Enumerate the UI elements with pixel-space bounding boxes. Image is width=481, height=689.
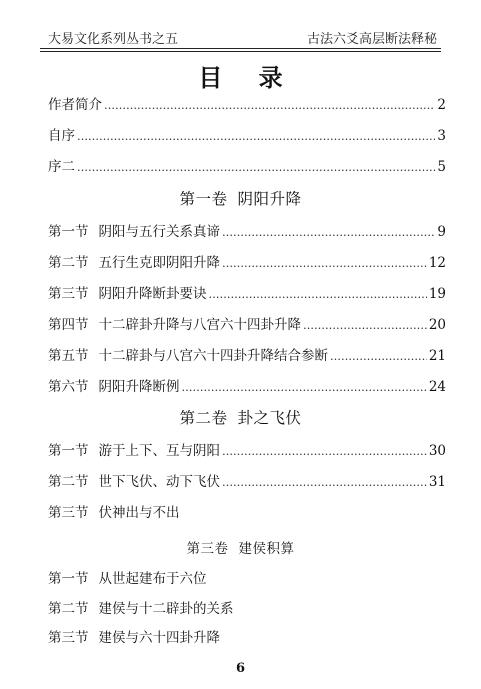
toc-entry[interactable] bbox=[48, 284, 446, 304]
section-number: 第四节 bbox=[48, 317, 89, 333]
section-number: 第一节 bbox=[48, 224, 89, 240]
entry-name: 建侯与六十四卦升降 bbox=[98, 630, 220, 646]
section-number: 第三节 bbox=[48, 630, 89, 646]
dot-leader bbox=[303, 316, 427, 336]
toc-entry-preface[interactable] bbox=[48, 126, 446, 146]
entry-name: 自序 bbox=[48, 128, 75, 144]
toc-entry[interactable] bbox=[48, 253, 446, 273]
section-number: 第三节 bbox=[48, 286, 89, 302]
entry-name: 阴阳与五行关系真谛 bbox=[98, 224, 220, 240]
toc-entry[interactable] bbox=[48, 377, 446, 397]
dot-leader bbox=[330, 347, 427, 367]
entry-name: 作者简介 bbox=[48, 97, 102, 113]
entry-page: 20 bbox=[428, 317, 446, 333]
dot-leader bbox=[222, 473, 427, 493]
volume-heading-1[interactable] bbox=[0, 187, 481, 209]
volume-heading-2[interactable] bbox=[0, 406, 481, 428]
toc-entry[interactable] bbox=[48, 441, 446, 461]
entry-page: 9 bbox=[437, 224, 446, 240]
volume-name: 阴阳升降 bbox=[237, 190, 302, 208]
volume-name: 建侯积算 bbox=[238, 541, 295, 557]
entry-page: 19 bbox=[428, 286, 446, 302]
dot-leader bbox=[182, 378, 427, 398]
dot-leader bbox=[104, 96, 435, 116]
section-number: 第二节 bbox=[48, 474, 89, 490]
entry-name: 从世起建布于六位 bbox=[98, 571, 207, 587]
entry-name: 阴阳升降断卦要诀 bbox=[98, 286, 207, 302]
entry-page: 31 bbox=[428, 474, 446, 490]
section-number: 第一节 bbox=[48, 443, 89, 459]
dot-leader bbox=[222, 442, 427, 462]
entry-page: 21 bbox=[428, 348, 446, 364]
entry-page: 12 bbox=[428, 255, 446, 271]
entry-page: 5 bbox=[437, 159, 446, 175]
header-rule bbox=[40, 48, 441, 49]
entry-name: 阴阳升降断例 bbox=[98, 379, 180, 395]
entry-page: 30 bbox=[428, 443, 446, 459]
dot-leader bbox=[77, 158, 435, 178]
toc-entry-preface-two[interactable] bbox=[48, 157, 446, 177]
section-number: 第六节 bbox=[48, 379, 89, 395]
entry-name: 建侯与十二辟卦的关系 bbox=[98, 601, 234, 617]
entry-page: 24 bbox=[428, 379, 446, 395]
entry-name: 伏神出与不出 bbox=[98, 505, 180, 521]
entry-name: 序二 bbox=[48, 159, 75, 175]
section-number: 第三节 bbox=[48, 505, 89, 521]
volume-name: 卦之飞伏 bbox=[237, 409, 302, 427]
section-number: 第五节 bbox=[48, 348, 89, 364]
section-number: 第二节 bbox=[48, 255, 89, 271]
header-rule-thin bbox=[40, 51, 441, 52]
dot-leader bbox=[222, 254, 427, 274]
toc-entry[interactable] bbox=[48, 503, 446, 523]
toc-entry[interactable] bbox=[48, 472, 446, 492]
section-number: 第一节 bbox=[48, 571, 89, 587]
toc-entry[interactable] bbox=[48, 346, 446, 366]
dot-leader bbox=[209, 285, 427, 305]
entry-page: 3 bbox=[437, 128, 446, 144]
book-title: 古法六爻高层断法释秘 bbox=[306, 32, 437, 47]
entry-name: 五行生克即阴阳升降 bbox=[98, 255, 220, 271]
section-number: 第二节 bbox=[48, 601, 89, 617]
entry-page: 2 bbox=[437, 97, 446, 113]
volume-heading-3[interactable] bbox=[0, 537, 481, 557]
toc-entry[interactable] bbox=[48, 222, 446, 242]
toc-entry[interactable] bbox=[48, 628, 446, 648]
entry-name: 十二辟卦升降与八宫六十四卦升降 bbox=[98, 317, 301, 333]
toc-entry[interactable] bbox=[48, 599, 446, 619]
toc-title: 目 录 bbox=[198, 64, 297, 92]
toc-entry[interactable] bbox=[48, 569, 446, 589]
volume-label: 第二卷 bbox=[179, 409, 228, 427]
entry-name: 世下飞伏、动下飞伏 bbox=[98, 474, 220, 490]
running-header bbox=[40, 24, 441, 50]
entry-name: 十二辟卦与八宫六十四卦升降结合参断 bbox=[98, 348, 328, 364]
entry-name: 游于上下、互与阴阳 bbox=[98, 443, 220, 459]
dot-leader bbox=[77, 127, 435, 147]
series-name: 大易文化系列丛书之五 bbox=[48, 32, 179, 47]
dot-leader bbox=[222, 223, 435, 243]
toc-entry[interactable] bbox=[48, 315, 446, 335]
volume-label: 第一卷 bbox=[179, 190, 228, 208]
page-number: 6 bbox=[235, 661, 246, 676]
volume-label: 第三卷 bbox=[186, 541, 229, 557]
toc-entry-author-bio[interactable] bbox=[48, 95, 446, 115]
